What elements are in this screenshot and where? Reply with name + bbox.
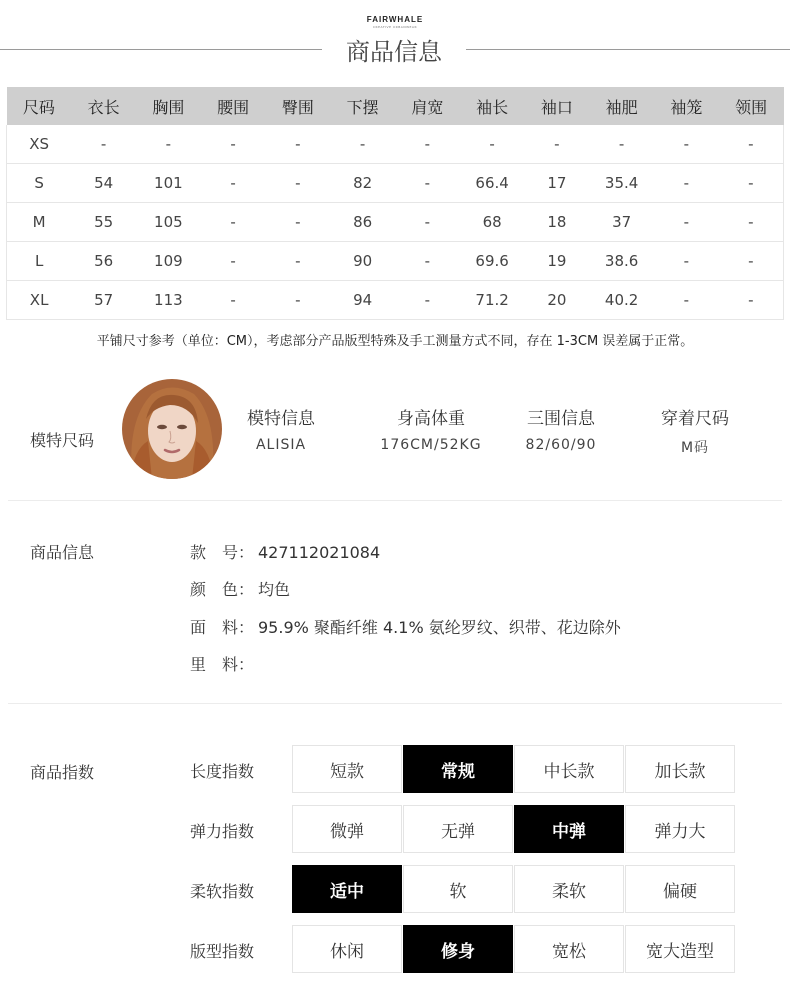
size-value-cell: 18 xyxy=(525,203,590,242)
size-value-cell: 90 xyxy=(330,242,395,281)
index-option: 微弹 xyxy=(292,805,402,853)
section-divider xyxy=(8,703,782,704)
header-divider-right xyxy=(466,49,790,50)
size-label-cell: M xyxy=(7,203,72,242)
product-info-value: 95.9% 聚酯纤维 4.1% 氨纶罗纹、织带、花边除外 xyxy=(258,618,621,637)
size-value-cell: - xyxy=(201,164,266,203)
product-info-row xyxy=(190,577,290,600)
size-value-cell: 71.2 xyxy=(460,281,525,320)
index-option: 无弹 xyxy=(403,805,513,853)
index-option-selected: 修身 xyxy=(403,925,513,973)
size-value-cell: 82 xyxy=(330,164,395,203)
size-value-cell: 56 xyxy=(71,242,136,281)
size-table-row xyxy=(7,164,784,203)
size-column-header: 尺码 xyxy=(7,87,72,125)
size-value-cell: - xyxy=(719,281,784,320)
product-info-key: 面 料： xyxy=(190,618,255,637)
product-info-key: 里 料： xyxy=(190,655,255,674)
model-info-heading: 身高体重 xyxy=(397,409,465,429)
size-value-cell: - xyxy=(719,242,784,281)
index-option: 弹力大 xyxy=(625,805,735,853)
size-value-cell: - xyxy=(654,164,719,203)
page-header xyxy=(0,0,790,80)
model-info-column xyxy=(620,404,770,457)
model-info-value: M码 xyxy=(680,440,710,456)
size-value-cell: 54 xyxy=(71,164,136,203)
size-value-cell: - xyxy=(395,164,460,203)
size-value-cell: 35.4 xyxy=(589,164,654,203)
section-divider xyxy=(8,500,782,501)
size-column-header: 袖笼 xyxy=(654,87,719,125)
index-option: 短款 xyxy=(292,745,402,793)
size-value-cell: 66.4 xyxy=(460,164,525,203)
index-option: 宽松 xyxy=(514,925,624,973)
index-option-selected: 常规 xyxy=(403,745,513,793)
model-section-label: 模特尺码 xyxy=(30,431,95,450)
index-option-selected: 中弹 xyxy=(514,805,624,853)
index-row-label: 柔软指数 xyxy=(190,882,255,901)
index-row-label: 版型指数 xyxy=(190,942,255,961)
size-label-cell: S xyxy=(7,164,72,203)
size-label-cell: XL xyxy=(7,281,72,320)
index-option-group xyxy=(292,865,736,913)
index-option-group xyxy=(292,745,736,793)
size-column-header: 肩宽 xyxy=(395,87,460,125)
size-value-cell: - xyxy=(719,125,784,164)
size-table-row xyxy=(7,281,784,320)
size-value-cell: 40.2 xyxy=(589,281,654,320)
size-value-cell: - xyxy=(266,242,331,281)
size-table-row xyxy=(7,125,784,164)
model-info-value: ALISIA xyxy=(255,437,307,453)
size-value-cell: - xyxy=(266,125,331,164)
size-value-cell: - xyxy=(395,203,460,242)
size-table xyxy=(6,87,784,320)
size-value-cell: - xyxy=(266,281,331,320)
size-value-cell: 55 xyxy=(71,203,136,242)
page-title: 商品信息 xyxy=(346,38,442,66)
size-value-cell: - xyxy=(395,281,460,320)
model-info-column xyxy=(206,404,356,453)
size-note: 平铺尺寸参考（单位：CM），考虑部分产品版型特殊及手工测量方式不同，存在 1-3CM 误差属于正常。 xyxy=(96,334,694,349)
size-value-cell: - xyxy=(654,203,719,242)
size-value-cell: - xyxy=(719,164,784,203)
size-value-cell: 19 xyxy=(525,242,590,281)
size-column-header: 下摆 xyxy=(330,87,395,125)
size-value-cell: 94 xyxy=(330,281,395,320)
size-value-cell: 68 xyxy=(460,203,525,242)
size-column-header: 袖长 xyxy=(460,87,525,125)
product-info-key: 颜 色： xyxy=(190,580,255,599)
size-table-header xyxy=(7,87,784,125)
size-value-cell: 57 xyxy=(71,281,136,320)
index-option-group xyxy=(292,805,736,853)
size-value-cell: 69.6 xyxy=(460,242,525,281)
size-value-cell: - xyxy=(266,203,331,242)
product-info-row xyxy=(190,652,258,675)
size-value-cell: - xyxy=(719,203,784,242)
size-value-cell: - xyxy=(201,242,266,281)
size-value-cell: - xyxy=(201,203,266,242)
product-info-row xyxy=(190,540,380,563)
size-label-cell: XS xyxy=(7,125,72,164)
size-value-cell: 105 xyxy=(136,203,201,242)
size-value-cell: - xyxy=(395,242,460,281)
brand-logo: FAIRWHALE xyxy=(366,15,424,24)
size-column-header: 袖口 xyxy=(525,87,590,125)
index-option: 加长款 xyxy=(625,745,735,793)
product-index-label: 商品指数 xyxy=(30,763,95,782)
size-value-cell: - xyxy=(201,125,266,164)
index-option: 偏硬 xyxy=(625,865,735,913)
model-info-value: 176CM/52KG xyxy=(380,437,482,453)
size-value-cell: - xyxy=(525,125,590,164)
size-value-cell: - xyxy=(654,242,719,281)
size-table-row xyxy=(7,242,784,281)
size-label-cell: L xyxy=(7,242,72,281)
size-value-cell: 109 xyxy=(136,242,201,281)
size-value-cell: 86 xyxy=(330,203,395,242)
size-column-header: 臀围 xyxy=(266,87,331,125)
index-option-group xyxy=(292,925,736,973)
size-value-cell: - xyxy=(654,125,719,164)
index-option: 宽大造型 xyxy=(625,925,735,973)
size-value-cell: - xyxy=(654,281,719,320)
size-column-header: 领围 xyxy=(719,87,784,125)
size-value-cell: - xyxy=(136,125,201,164)
product-info-row xyxy=(190,615,621,638)
size-value-cell: 37 xyxy=(589,203,654,242)
model-info-heading: 三围信息 xyxy=(527,409,595,429)
product-info-key: 款 号： xyxy=(190,543,255,562)
size-value-cell: - xyxy=(71,125,136,164)
brand-tagline: CREATIVE URBANWEAR xyxy=(372,25,418,29)
size-value-cell: 38.6 xyxy=(589,242,654,281)
product-info-value: 427112021084 xyxy=(258,543,381,562)
index-option-selected: 适中 xyxy=(292,865,402,913)
size-column-header: 衣长 xyxy=(71,87,136,125)
size-value-cell: - xyxy=(395,125,460,164)
size-value-cell: - xyxy=(589,125,654,164)
model-info-heading: 模特信息 xyxy=(247,409,315,429)
model-info-heading: 穿着尺码 xyxy=(661,409,729,429)
model-info-column xyxy=(486,404,636,453)
size-value-cell: 20 xyxy=(525,281,590,320)
header-divider-left xyxy=(0,49,322,50)
size-value-cell: 17 xyxy=(525,164,590,203)
product-info-value: 均色 xyxy=(258,580,291,599)
size-table-row xyxy=(7,203,784,242)
size-value-cell: - xyxy=(330,125,395,164)
size-value-cell: - xyxy=(266,164,331,203)
size-value-cell: - xyxy=(460,125,525,164)
index-option: 休闲 xyxy=(292,925,402,973)
model-info-column xyxy=(356,404,506,453)
product-info-label: 商品信息 xyxy=(30,543,95,562)
size-column-header: 袖肥 xyxy=(589,87,654,125)
size-table-body xyxy=(7,125,784,320)
size-value-cell: - xyxy=(201,281,266,320)
index-option: 中长款 xyxy=(514,745,624,793)
index-row-label: 弹力指数 xyxy=(190,822,255,841)
index-option: 柔软 xyxy=(514,865,624,913)
size-column-header: 胸围 xyxy=(136,87,201,125)
model-info-value: 82/60/90 xyxy=(525,437,597,453)
size-value-cell: 101 xyxy=(136,164,201,203)
index-row-label: 长度指数 xyxy=(190,762,255,781)
size-column-header: 腰围 xyxy=(201,87,266,125)
index-option: 软 xyxy=(403,865,513,913)
size-value-cell: 113 xyxy=(136,281,201,320)
